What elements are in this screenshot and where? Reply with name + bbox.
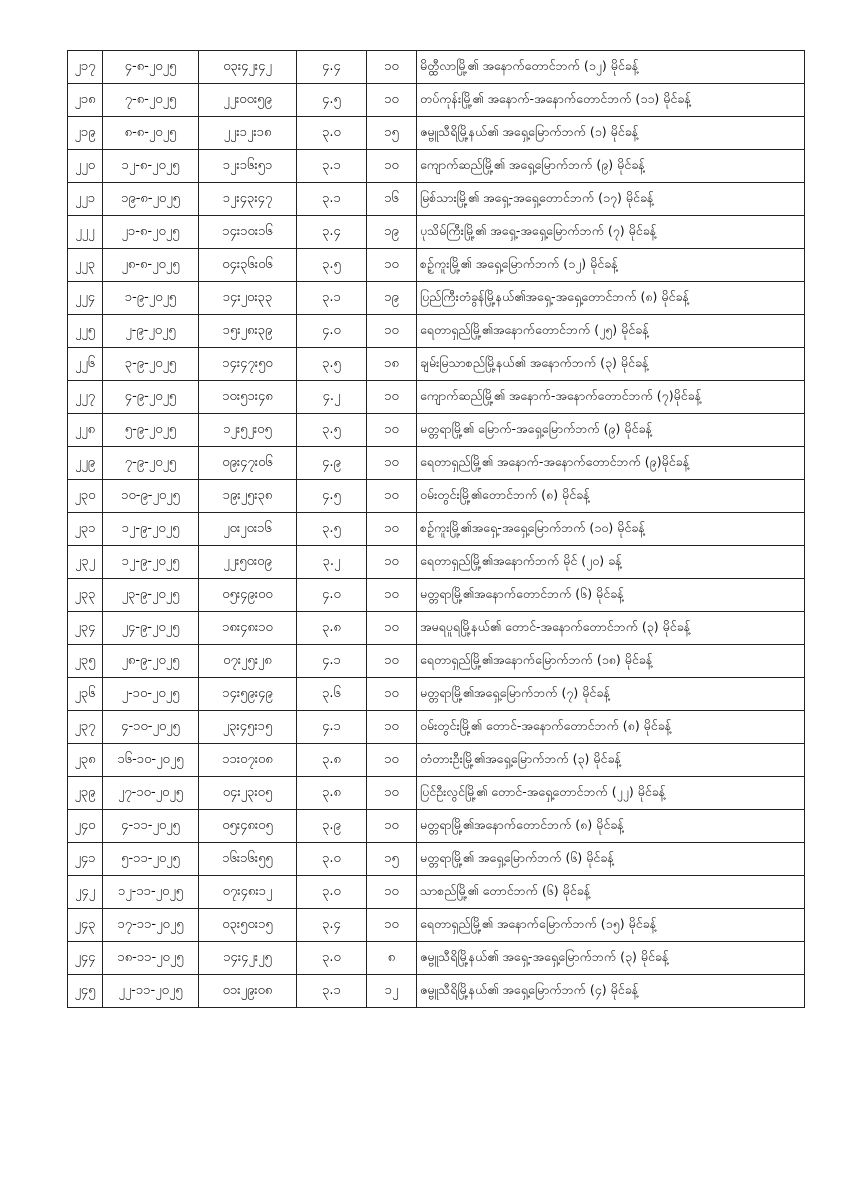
magnitude-cell: ၃.၅ [297, 513, 367, 546]
time-cell: ၀၃း၅၀း၁၅ [199, 909, 297, 942]
row-number-cell: ၂၂၃ [68, 249, 103, 282]
row-number-cell: ၂၄၃ [68, 909, 103, 942]
location-cell: ဇမ္ဗူသီရိမြို့နယ်၏ အရှေ့-အရှေ့မြောက်ဘက် (၃) မိုင်ခန့် [417, 942, 805, 975]
date-cell: ၂၇-၁၀-၂၀၂၅ [103, 777, 199, 810]
table-body [68, 51, 805, 1008]
depth-cell: ၁၀ [367, 513, 417, 546]
location-cell: ပြည်ကြီးတံခွန်မြို့နယ်၏အရှေ့-အရှေ့တောင်ဘက် (၈) မိုင်ခန့် [417, 282, 805, 315]
row-number-cell: ၂၃၄ [68, 612, 103, 645]
depth-cell: ၁၀ [367, 84, 417, 117]
magnitude-cell: ၃.၄ [297, 216, 367, 249]
magnitude-cell: ၄.၁ [297, 711, 367, 744]
location-cell: ကျောက်ဆည်မြို့၏ အနောက်-အနောက်တောင်ဘက် (၇)မိုင်ခန့် [417, 381, 805, 414]
depth-cell: ၁၀ [367, 909, 417, 942]
date-cell: ၅-၁၁-၂၀၂၅ [103, 843, 199, 876]
magnitude-cell: ၄.၀ [297, 579, 367, 612]
magnitude-cell: ၃.၁ [297, 282, 367, 315]
row-number-cell: ၂၃၀ [68, 480, 103, 513]
magnitude-cell: ၃.၀ [297, 843, 367, 876]
time-cell: ၀၄း၃၆း၀၆ [199, 249, 297, 282]
date-cell: ၁-၉-၂၀၂၅ [103, 282, 199, 315]
depth-cell: ၁၀ [367, 315, 417, 348]
table-row [68, 942, 805, 975]
depth-cell: ၁၅ [367, 843, 417, 876]
table-row [68, 546, 805, 579]
table-row [68, 777, 805, 810]
table-row [68, 975, 805, 1008]
table-row [68, 744, 805, 777]
time-cell: ၀၇း၂၅း၂၈ [199, 645, 297, 678]
date-cell: ၇-၈-၂၀၂၅ [103, 84, 199, 117]
table-row [68, 150, 805, 183]
date-cell: ၈-၈-၂၀၂၅ [103, 117, 199, 150]
date-cell: ၁၂-၈-၂၀၂၅ [103, 150, 199, 183]
depth-cell: ၁၀ [367, 744, 417, 777]
magnitude-cell: ၃.၅ [297, 348, 367, 381]
row-number-cell: ၂၂၅ [68, 315, 103, 348]
time-cell: ၁၄း၄၂း၂၅ [199, 942, 297, 975]
row-number-cell: ၂၁၉ [68, 117, 103, 150]
table-row [68, 414, 805, 447]
depth-cell: ၁၀ [367, 447, 417, 480]
depth-cell: ၁၅ [367, 117, 417, 150]
row-number-cell: ၂၃၉ [68, 777, 103, 810]
time-cell: ၁၄း၂၀း၃၃ [199, 282, 297, 315]
location-cell: ရေတာရှည်မြို့၏အနောက်မြောက်ဘက် (၁၈) မိုင်ခန့် [417, 645, 805, 678]
location-cell: ဝမ်းတွင်းမြို့၏တောင်ဘက် (၈) မိုင်ခန့် [417, 480, 805, 513]
date-cell: ၂၂-၁၁-၂၀၂၅ [103, 975, 199, 1008]
row-number-cell: ၂၂၂ [68, 216, 103, 249]
table-row [68, 51, 805, 84]
row-number-cell: ၂၂၀ [68, 150, 103, 183]
depth-cell: ၁၂ [367, 975, 417, 1008]
time-cell: ၁၄း၅၉း၄၉ [199, 678, 297, 711]
depth-cell: ၁၀ [367, 678, 417, 711]
table-row [68, 876, 805, 909]
depth-cell: ၁၀ [367, 414, 417, 447]
magnitude-cell: ၄.၉ [297, 447, 367, 480]
magnitude-cell: ၄.၀ [297, 315, 367, 348]
time-cell: ၀၇း၄၈း၁၂ [199, 876, 297, 909]
time-cell: ၁၉း၂၅း၃၈ [199, 480, 297, 513]
time-cell: ၀၅း၄၈း၀၅ [199, 810, 297, 843]
row-number-cell: ၂၄၅ [68, 975, 103, 1008]
location-cell: ဇမ္ဗူသီရိမြို့နယ်၏ အရှေ့မြောက်ဘက် (၁) မိုင်ခန့် [417, 117, 805, 150]
row-number-cell: ၂၁၇ [68, 51, 103, 84]
date-cell: ၁၉-၈-၂၀၂၅ [103, 183, 199, 216]
date-cell: ၂၃-၉-၂၀၂၅ [103, 579, 199, 612]
location-cell: ရေတာရှည်မြို့၏အနောက်ဘက် မိုင် (၂၀) ခန့် [417, 546, 805, 579]
location-cell: ကျောက်ဆည်မြို့၏ အရှေ့မြောက်ဘက် (၉) မိုင်ခန့် [417, 150, 805, 183]
date-cell: ၃-၉-၂၀၂၅ [103, 348, 199, 381]
table-row [68, 579, 805, 612]
location-cell: မတ္တရာမြို့၏ မြောက်-အရှေ့မြောက်ဘက် (၉) မိုင်ခန့် [417, 414, 805, 447]
date-cell: ၂၈-၉-၂၀၂၅ [103, 645, 199, 678]
date-cell: ၂၁-၈-၂၀၂၅ [103, 216, 199, 249]
row-number-cell: ၂၃၃ [68, 579, 103, 612]
location-cell: သာစည်မြို့၏ တောင်ဘက် (၆) မိုင်ခန့် [417, 876, 805, 909]
date-cell: ၂-၁၀-၂၀၂၅ [103, 678, 199, 711]
location-cell: မတ္တရာမြို့၏အနောက်တောင်ဘက် (၆) မိုင်ခန့် [417, 579, 805, 612]
row-number-cell: ၂၂၉ [68, 447, 103, 480]
magnitude-cell: ၃.၈ [297, 744, 367, 777]
date-cell: ၄-၁၁-၂၀၂၅ [103, 810, 199, 843]
table-row [68, 381, 805, 414]
time-cell: ၀၅း၄၉း၀၀ [199, 579, 297, 612]
location-cell: စဉ့်ကူးမြို့၏ အရှေ့မြောက်ဘက် (၁၂) မိုင်ခန့် [417, 249, 805, 282]
time-cell: ၂၃း၄၅း၁၅ [199, 711, 297, 744]
row-number-cell: ၂၁၈ [68, 84, 103, 117]
date-cell: ၁၂-၉-၂၀၂၅ [103, 513, 199, 546]
magnitude-cell: ၃.၈ [297, 777, 367, 810]
magnitude-cell: ၃.၈ [297, 612, 367, 645]
table-row [68, 447, 805, 480]
time-cell: ၂၂း၁၂း၁၈ [199, 117, 297, 150]
time-cell: ၂၂း၅၀း၀၉ [199, 546, 297, 579]
depth-cell: ၁၆ [367, 183, 417, 216]
depth-cell: ၁၀ [367, 249, 417, 282]
table-row [68, 612, 805, 645]
date-cell: ၁၆-၁၀-၂၀၂၅ [103, 744, 199, 777]
date-cell: ၁၂-၁၁-၂၀၂၅ [103, 876, 199, 909]
magnitude-cell: ၃.၅ [297, 414, 367, 447]
row-number-cell: ၂၂၄ [68, 282, 103, 315]
table-row [68, 348, 805, 381]
date-cell: ၁၇-၁၁-၂၀၂၅ [103, 909, 199, 942]
location-cell: အမရပူရမြို့နယ်၏ တောင်-အနောက်တောင်ဘက် (၃) မိုင်ခန့် [417, 612, 805, 645]
date-cell: ၇-၉-၂၀၂၅ [103, 447, 199, 480]
row-number-cell: ၂၃၈ [68, 744, 103, 777]
depth-cell: ၁၀ [367, 876, 417, 909]
table-row [68, 216, 805, 249]
table-row [68, 282, 805, 315]
location-cell: ရေတာရှည်မြို့၏ အနောက်-အနောက်တောင်ဘက် (၉)မိုင်ခန့် [417, 447, 805, 480]
location-cell: ဝမ်းတွင်းမြို့၏ တောင်-အနောက်တောင်ဘက် (၈) မိုင်ခန့် [417, 711, 805, 744]
table-row [68, 315, 805, 348]
table-row [68, 513, 805, 546]
row-number-cell: ၂၂၆ [68, 348, 103, 381]
table-row [68, 645, 805, 678]
row-number-cell: ၂၃၅ [68, 645, 103, 678]
depth-cell: ၁၀ [367, 810, 417, 843]
location-cell: မိတ္ထီလာမြို့၏ အနောက်တောင်ဘက် (၁၂) မိုင်ခန့် [417, 51, 805, 84]
row-number-cell: ၂၄၁ [68, 843, 103, 876]
magnitude-cell: ၃.၁ [297, 150, 367, 183]
location-cell: ရေတာရှည်မြို့၏ အနောက်မြောက်ဘက် (၁၅) မိုင်ခန့် [417, 909, 805, 942]
row-number-cell: ၂၄၀ [68, 810, 103, 843]
magnitude-cell: ၄.၅ [297, 84, 367, 117]
table-row [68, 117, 805, 150]
magnitude-cell: ၃.၅ [297, 249, 367, 282]
time-cell: ၁၂း၅၂း၀၅ [199, 414, 297, 447]
table-row [68, 711, 805, 744]
location-cell: ပုသိမ်ကြီးမြို့၏ အရှေ့-အရှေ့မြောက်ဘက် (၇) မိုင်ခန့် [417, 216, 805, 249]
table-row [68, 678, 805, 711]
depth-cell: ၁၀ [367, 150, 417, 183]
location-cell: မြစ်သားမြို့၏ အရှေ့-အရှေ့တောင်ဘက် (၁၇) မိုင်ခန့် [417, 183, 805, 216]
time-cell: ၂၂း၀၀း၅၉ [199, 84, 297, 117]
depth-cell: ၁၀ [367, 579, 417, 612]
table-row [68, 183, 805, 216]
time-cell: ၁၄း၄၇း၅၀ [199, 348, 297, 381]
time-cell: ၁၀း၅၁း၄၈ [199, 381, 297, 414]
magnitude-cell: ၃.၀ [297, 942, 367, 975]
table-row [68, 909, 805, 942]
row-number-cell: ၂၃၁ [68, 513, 103, 546]
location-cell: ဇမ္ဗူသီရိမြို့နယ်၏ အရှေ့မြောက်ဘက် (၄) မိုင်ခန့် [417, 975, 805, 1008]
location-cell: စဉ့်ကူးမြို့၏အရှေ့-အရှေ့မြောက်ဘက် (၁၀) မိုင်ခန့် [417, 513, 805, 546]
date-cell: ၁၈-၁၁-၂၀၂၅ [103, 942, 199, 975]
time-cell: ၁၆း၁၆း၅၅ [199, 843, 297, 876]
table-row [68, 843, 805, 876]
depth-cell: ၈ [367, 942, 417, 975]
magnitude-cell: ၄.၄ [297, 51, 367, 84]
table-row [68, 810, 805, 843]
depth-cell: ၁၉ [367, 282, 417, 315]
depth-cell: ၁၀ [367, 645, 417, 678]
depth-cell: ၁၀ [367, 381, 417, 414]
time-cell: ၁၂း၄၃း၄၇ [199, 183, 297, 216]
date-cell: ၄-၁၀-၂၀၂၅ [103, 711, 199, 744]
table-row [68, 84, 805, 117]
depth-cell: ၁၀ [367, 480, 417, 513]
row-number-cell: ၂၂၇ [68, 381, 103, 414]
time-cell: ၀၁း၂၉း၀၈ [199, 975, 297, 1008]
magnitude-cell: ၃.၀ [297, 876, 367, 909]
row-number-cell: ၂၂၈ [68, 414, 103, 447]
table-row [68, 480, 805, 513]
magnitude-cell: ၃.၁ [297, 183, 367, 216]
depth-cell: ၁၀ [367, 612, 417, 645]
location-cell: ရေတာရှည်မြို့၏အနောက်တောင်ဘက် (၂၅) မိုင်ခန့် [417, 315, 805, 348]
row-number-cell: ၂၄၄ [68, 942, 103, 975]
time-cell: ၁၁း၀၇း၀၈ [199, 744, 297, 777]
row-number-cell: ၂၃၆ [68, 678, 103, 711]
magnitude-cell: ၃.၉ [297, 810, 367, 843]
location-cell: တံတားဦးမြို့၏အရှေ့မြောက်ဘက် (၃) မိုင်ခန့် [417, 744, 805, 777]
depth-cell: ၁၀ [367, 546, 417, 579]
time-cell: ၁၄း၁၀း၁၆ [199, 216, 297, 249]
row-number-cell: ၂၃၇ [68, 711, 103, 744]
magnitude-cell: ၃.၀ [297, 117, 367, 150]
time-cell: ၁၂း၁၆း၅၁ [199, 150, 297, 183]
time-cell: ၂၀း၂၀း၁၆ [199, 513, 297, 546]
table-row [68, 249, 805, 282]
depth-cell: ၁၀ [367, 777, 417, 810]
row-number-cell: ၂၃၂ [68, 546, 103, 579]
time-cell: ၀၃း၄၂း၄၂ [199, 51, 297, 84]
time-cell: ၁၅း၂၈း၃၉ [199, 315, 297, 348]
magnitude-cell: ၃.၁ [297, 975, 367, 1008]
date-cell: ၁၂-၉-၂၀၂၅ [103, 546, 199, 579]
magnitude-cell: ၃.၆ [297, 678, 367, 711]
magnitude-cell: ၃.၄ [297, 909, 367, 942]
depth-cell: ၁၀ [367, 51, 417, 84]
time-cell: ၁၈း၄၈း၁၀ [199, 612, 297, 645]
depth-cell: ၁၀ [367, 711, 417, 744]
date-cell: ၄-၈-၂၀၂၅ [103, 51, 199, 84]
magnitude-cell: ၄.၅ [297, 480, 367, 513]
location-cell: ပြင်ဦးလွင်မြို့၏ တောင်-အရှေ့တောင်ဘက် (၂၂) မိုင်ခန့် [417, 777, 805, 810]
depth-cell: ၁၉ [367, 216, 417, 249]
depth-cell: ၁၈ [367, 348, 417, 381]
earthquake-table [67, 50, 805, 1008]
date-cell: ၁၀-၉-၂၀၂၅ [103, 480, 199, 513]
magnitude-cell: ၄.၁ [297, 645, 367, 678]
time-cell: ၀၉း၄၇း၀၆ [199, 447, 297, 480]
location-cell: မတ္တရာမြို့၏အနောက်တောင်ဘက် (၈) မိုင်ခန့် [417, 810, 805, 843]
time-cell: ၀၄း၂၃း၀၅ [199, 777, 297, 810]
date-cell: ၅-၉-၂၀၂၅ [103, 414, 199, 447]
location-cell: မတ္တရာမြို့၏အရှေ့မြောက်ဘက် (၇) မိုင်ခန့် [417, 678, 805, 711]
location-cell: မတ္တရာမြို့၏ အရှေ့မြောက်ဘက် (၆) မိုင်ခန့် [417, 843, 805, 876]
row-number-cell: ၂၂၁ [68, 183, 103, 216]
magnitude-cell: ၃.၂ [297, 546, 367, 579]
date-cell: ၂-၉-၂၀၂၅ [103, 315, 199, 348]
location-cell: တပ်ကုန်းမြို့၏ အနောက်-အနောက်တောင်ဘက် (၁၁) မိုင်ခန့် [417, 84, 805, 117]
date-cell: ၂၄-၉-၂၀၂၅ [103, 612, 199, 645]
date-cell: ၄-၉-၂၀၂၅ [103, 381, 199, 414]
row-number-cell: ၂၄၂ [68, 876, 103, 909]
magnitude-cell: ၄.၂ [297, 381, 367, 414]
location-cell: ချမ်းမြသာစည်မြို့နယ်၏ အနောက်ဘက် (၃) မိုင်ခန့် [417, 348, 805, 381]
date-cell: ၂၈-၈-၂၀၂၅ [103, 249, 199, 282]
